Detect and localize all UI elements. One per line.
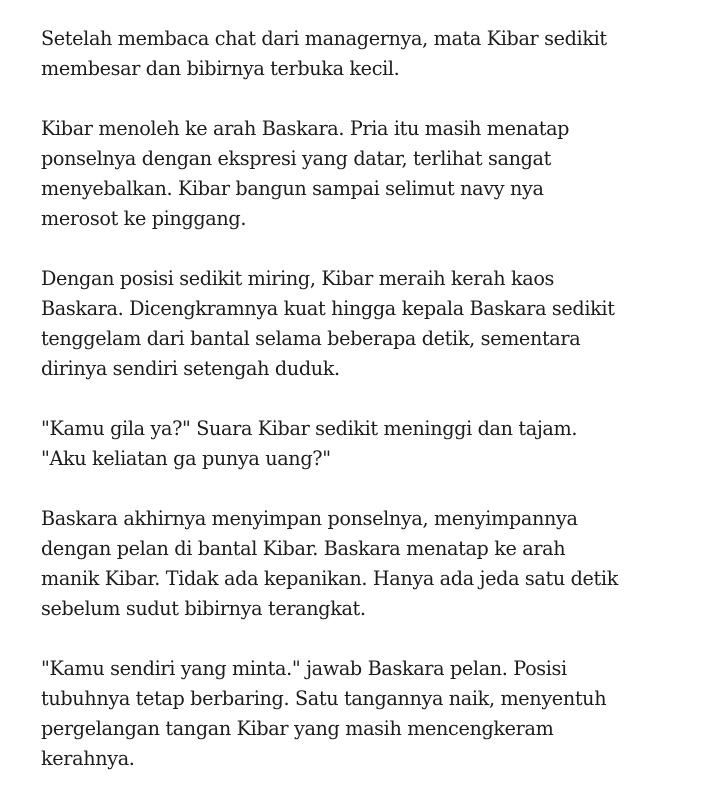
text-line: Setelah membaca chat dari managernya, mata Kibar sedikit — [41, 27, 607, 50]
text-line: manik Kibar. Tidak ada kepanikan. Hanya ada jeda satu detik — [41, 567, 618, 590]
story-text — [41, 24, 681, 774]
text-line: Baskara. Dicengkramnya kuat hingga kepala Baskara sedikit — [41, 297, 615, 320]
text-line: membesar dan bibirnya terbuka kecil. — [41, 57, 400, 80]
text-line: ponselnya dengan ekspresi yang datar, terlihat sangat — [41, 147, 551, 170]
text-line: Kibar menoleh ke arah Baskara. Pria itu masih menatap — [41, 117, 570, 140]
text-line: sebelum sudut bibirnya terangkat. — [41, 597, 366, 620]
text-line: Dengan posisi sedikit miring, Kibar meraih kerah kaos — [41, 267, 555, 290]
text-line: merosot ke pinggang. — [41, 207, 247, 230]
paragraph-6 — [41, 654, 681, 774]
text-line: dengan pelan di bantal Kibar. Baskara menatap ke arah — [41, 537, 566, 560]
paragraph-3 — [41, 264, 681, 384]
text-line: "Kamu sendiri yang minta." jawab Baskara pelan. Posisi — [41, 657, 567, 680]
text-line: "Aku keliatan ga punya uang?" — [41, 447, 331, 470]
text-line: dirinya sendiri setengah duduk. — [41, 357, 340, 380]
text-line: menyebalkan. Kibar bangun sampai selimut navy nya — [41, 177, 544, 200]
paragraph-4 — [41, 414, 681, 474]
text-line: pergelangan tangan Kibar yang masih mencengkeram — [41, 717, 554, 740]
text-line: Baskara akhirnya menyimpan ponselnya, menyimpannya — [41, 507, 578, 530]
text-line: tubuhnya tetap berbaring. Satu tangannya naik, menyentuh — [41, 687, 607, 710]
text-line: "Kamu gila ya?" Suara Kibar sedikit meninggi dan tajam. — [41, 417, 578, 440]
paragraph-2 — [41, 114, 681, 234]
paragraph-5 — [41, 504, 681, 624]
text-line: kerahnya. — [41, 747, 135, 770]
paragraph-1 — [41, 24, 681, 84]
text-line: tenggelam dari bantal selama beberapa detik, sementara — [41, 327, 581, 350]
